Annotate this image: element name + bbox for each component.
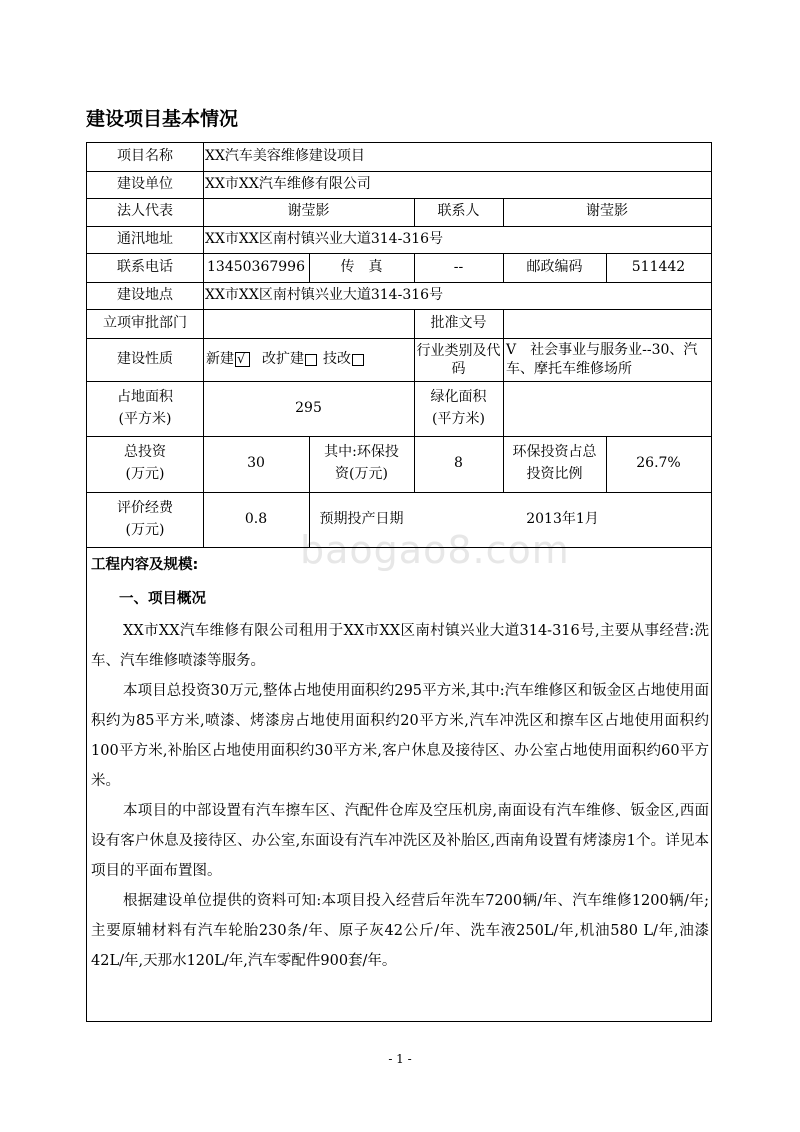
- start-date-label: 预期投产日期: [319, 510, 404, 527]
- area-label-line2: (平方米): [118, 410, 172, 427]
- nature-options: [203, 338, 414, 381]
- invest-label: [87, 436, 203, 492]
- invest-label-line1: 总投资: [124, 444, 166, 461]
- legal-rep-label: 法人代表: [117, 203, 173, 220]
- invest-value: 30: [247, 455, 265, 472]
- project-content: [91, 548, 709, 976]
- watermark: baogao8.com: [300, 528, 570, 572]
- project-info-form: [86, 142, 712, 1022]
- checked-box-icon: [235, 352, 250, 367]
- page-title: 建设项目基本情况: [86, 108, 239, 130]
- eval-fee-label-line2: (万元): [125, 521, 165, 538]
- materials-paragraph: 根据建设单位提供的资料可知:本项目投入经营后年洗车7200辆/年、汽车维修1200辆/年;主要原辅材料有汽车轮胎230条/年、原子灰42公斤/年、洗车液250L/年,机油580 L/年,油漆42L/年,天那水120L/年,汽车零配件900套/年。: [91, 893, 709, 969]
- contact-label: 联系人: [437, 203, 480, 220]
- area-value: 295: [295, 399, 322, 416]
- nature-new-label: 新建: [206, 350, 234, 367]
- nature-label: 建设性质: [117, 350, 173, 367]
- green-label-line2: (平方米): [432, 410, 485, 427]
- contact-value: 谢莹影: [586, 203, 628, 220]
- builder-label: 建设单位: [117, 175, 173, 192]
- address-label: 通汛地址: [117, 230, 173, 247]
- approval-dept-value: [203, 309, 414, 338]
- layout-paragraph: 本项目的中部设置有汽车擦车区、汽配件仓库及空压机房,南面设有汽车维修、钣金区,西面设有客户休息及接待区、办公室,东面设有汽车冲洗区及补胎区,西南角设置有烤漆房1个。详见本项目的平面布置图。: [91, 803, 709, 879]
- ratio-label-line1: 环保投资占总: [512, 444, 597, 461]
- phone-value: 13450367996: [207, 258, 305, 275]
- nature-expand-label: 改扩建: [262, 350, 304, 367]
- investment-paragraph: 本项目总投资30万元,整体占地使用面积约295平方米,其中:汽车维修区和钣金区占地使用面积约为85平方米,喷漆、烤漆房占地使用面积约20平方米,汽车冲洗区和擦车区占地使用面积约100平方米,补胎区占地使用面积约30平方米,客户休息及接待区、办公室占地使用面积约60平方米。: [91, 683, 709, 789]
- checkbox-icon: [305, 354, 317, 366]
- ratio-label-line2: 投资比例: [526, 466, 583, 482]
- ratio-label: [503, 436, 606, 492]
- eval-fee-label: [87, 492, 203, 547]
- green-label: [414, 381, 503, 436]
- start-date-value: 2013年1月: [526, 510, 599, 527]
- ratio-value: 26.7%: [636, 455, 681, 472]
- fax-label: 传 真: [340, 258, 383, 275]
- project-name-value: XX汽车美容维修建设项目: [205, 148, 365, 165]
- postcode-label: 邮政编码: [526, 258, 583, 275]
- page-number: - 1 -: [388, 1052, 412, 1066]
- postcode-value: 511442: [631, 258, 686, 275]
- industry-label: 行业类别及代码: [416, 342, 501, 377]
- approval-no-label: 批准文号: [430, 314, 487, 331]
- green-value: [503, 381, 711, 436]
- overview-paragraph: XX市XX汽车维修有限公司租用于XX市XX区南村镇兴业大道314-316号,主要从事经营:洗车、汽车维修喷漆等服务。: [91, 623, 709, 669]
- eval-fee-label-line1: 评价经费: [117, 499, 173, 516]
- green-label-line1: 绿化面积: [430, 388, 487, 405]
- phone-label: 联系电话: [117, 258, 173, 275]
- area-label: [87, 381, 203, 436]
- invest-label-line2: (万元): [125, 466, 165, 482]
- approval-dept-label: 立项审批部门: [103, 314, 187, 331]
- builder-value: XX市XX汽车维修有限公司: [205, 175, 371, 192]
- address-value: XX市XX区南村镇兴业大道314-316号: [205, 230, 444, 247]
- subsection-title: 一、项目概况: [119, 591, 206, 607]
- fax-value: --: [453, 258, 464, 275]
- env-invest-label-line2: 资(万元): [335, 466, 388, 482]
- site-label: 建设地点: [117, 286, 173, 303]
- env-invest-label: [309, 436, 414, 492]
- nature-tech-label: 技改: [323, 350, 351, 367]
- industry-value: V 社会事业与服务业--30、汽车、摩托车维修场所: [506, 341, 698, 377]
- checkbox-icon: [352, 354, 364, 366]
- eval-fee-value: 0.8: [244, 510, 268, 527]
- project-name-label: 项目名称: [117, 148, 173, 165]
- approval-no-value: [503, 309, 711, 338]
- env-invest-label-line1: 其中:环保投: [324, 444, 399, 461]
- section-title: 工程内容及规模:: [91, 557, 199, 573]
- area-label-line1: 占地面积: [117, 388, 173, 405]
- site-value: XX市XX区南村镇兴业大道314-316号: [205, 286, 444, 303]
- env-invest-value: 8: [454, 455, 463, 472]
- legal-rep-value: 谢莹影: [287, 203, 330, 220]
